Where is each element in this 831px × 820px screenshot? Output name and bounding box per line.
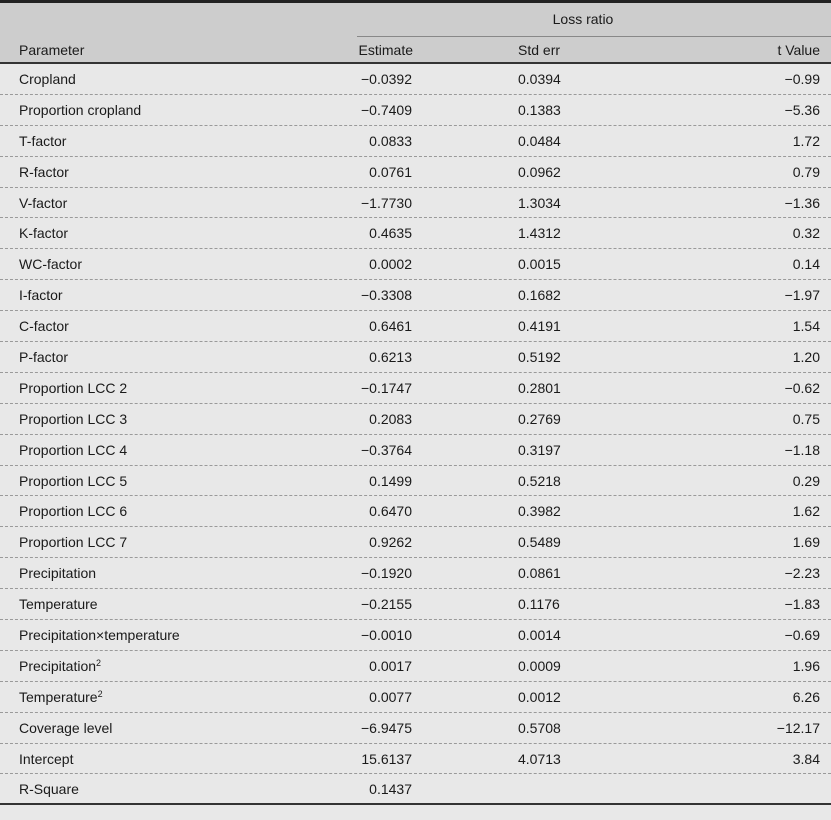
cell-estimate: 0.6470: [369, 503, 412, 520]
group-header-loss-ratio: Loss ratio: [552, 11, 614, 27]
cell-parameter: K-factor: [19, 225, 69, 242]
cell-t-value: 1.69: [792, 534, 820, 551]
table-row: [0, 435, 831, 466]
cell-t-value: 0.32: [792, 225, 820, 242]
cell-parameter: Proportion cropland: [19, 101, 142, 118]
cell-estimate: −0.3308: [361, 287, 412, 304]
cell-parameter: C-factor: [19, 318, 69, 335]
cell-std-err: 1.3034: [518, 194, 561, 211]
cell-std-err: 0.5489: [518, 534, 561, 551]
table-row: [0, 311, 831, 342]
cell-estimate: 0.0077: [369, 688, 412, 705]
cell-t-value: −1.18: [784, 441, 820, 458]
cell-parameter: Precipitation×temperature: [19, 627, 180, 644]
cell-t-value: −1.83: [784, 596, 820, 613]
cell-estimate: −0.1920: [361, 565, 412, 582]
table-row: [0, 218, 831, 249]
superscript: 2: [97, 688, 103, 699]
cell-parameter: Temperature$^2$: [19, 688, 103, 705]
table-row: [0, 342, 831, 373]
cell-std-err: 0.1383: [518, 101, 561, 118]
superscript: 2: [96, 657, 102, 668]
cell-t-value: −1.36: [784, 194, 820, 211]
cell-parameter: Proportion LCC 5: [19, 472, 128, 489]
cell-std-err: 0.3982: [518, 503, 561, 520]
cell-std-err: 0.1176: [518, 596, 560, 613]
cell-parameter: P-factor: [19, 349, 69, 366]
table-row: [0, 744, 831, 775]
table-row: [0, 496, 831, 527]
col-header-t-value: t Value: [777, 42, 820, 58]
table-row: [0, 404, 831, 435]
cell-std-err: 0.1682: [518, 287, 561, 304]
cell-estimate: 0.6461: [369, 318, 412, 335]
table-row: [0, 589, 831, 620]
cell-estimate: −6.9475: [361, 719, 412, 736]
cell-parameter: Proportion LCC 3: [19, 410, 128, 427]
cell-parameter: I-factor: [19, 287, 63, 304]
cell-estimate: −1.7730: [361, 194, 412, 211]
cell-std-err: 0.4191: [518, 318, 561, 335]
cell-estimate: 0.0833: [369, 132, 412, 149]
table-row: [0, 713, 831, 744]
cell-t-value: 0.14: [792, 256, 820, 273]
cell-estimate: −0.7409: [361, 101, 412, 118]
cell-std-err: 0.0484: [518, 132, 561, 149]
cell-estimate: 15.6137: [361, 750, 412, 767]
cell-t-value: 1.72: [792, 132, 820, 149]
cell-std-err: 0.0009: [518, 657, 561, 674]
table-row: [0, 64, 831, 95]
table-row: [0, 126, 831, 157]
cell-t-value: 0.29: [792, 472, 820, 489]
cell-estimate: 0.6213: [369, 349, 412, 366]
cell-t-value: −0.69: [784, 627, 820, 644]
col-header-estimate: Estimate: [358, 42, 413, 58]
cell-parameter: T-factor: [19, 132, 67, 149]
cell-t-value: 1.62: [792, 503, 820, 520]
cell-std-err: 0.0394: [518, 71, 561, 87]
cell-t-value: 1.54: [792, 318, 820, 335]
table-row: [0, 466, 831, 497]
cell-estimate: −0.0392: [361, 71, 412, 87]
cell-estimate: 0.0761: [369, 163, 412, 180]
cell-parameter: Precipitation: [19, 565, 97, 582]
cell-parameter: Precipitation$^2$: [19, 657, 102, 674]
cell-std-err: 0.0962: [518, 163, 561, 180]
cell-parameter: WC-factor: [19, 256, 82, 273]
cell-t-value: 3.84: [792, 750, 820, 767]
cell-estimate: 0.4635: [369, 225, 412, 242]
col-header-parameter: Parameter: [19, 42, 85, 58]
table-body: [0, 64, 831, 805]
table-row: [0, 651, 831, 682]
cell-parameter: Proportion LCC 4: [19, 441, 128, 458]
group-header-rule: [357, 36, 831, 37]
cell-parameter: Proportion LCC 6: [19, 503, 128, 520]
cell-std-err: 1.4312: [518, 225, 561, 242]
table-row: [0, 774, 831, 805]
cell-estimate: −0.1747: [361, 379, 412, 396]
cell-std-err: 4.0713: [518, 750, 561, 767]
cell-parameter: Cropland: [19, 71, 76, 87]
cell-std-err: 0.0012: [518, 688, 561, 705]
table-header: [0, 3, 831, 64]
table-row: [0, 95, 831, 126]
cell-std-err: 0.0015: [518, 256, 561, 273]
cell-estimate: −0.2155: [361, 596, 412, 613]
cell-estimate: −0.3764: [361, 441, 412, 458]
cell-estimate: 0.0002: [369, 256, 412, 273]
table-row: [0, 558, 831, 589]
table-row: [0, 373, 831, 404]
cell-parameter: Coverage level: [19, 719, 113, 736]
cell-std-err: 0.5218: [518, 472, 561, 489]
cell-estimate: −0.0010: [361, 627, 412, 644]
cell-parameter: Proportion LCC 7: [19, 534, 128, 551]
table-row: [0, 620, 831, 651]
cell-t-value: −2.23: [784, 565, 820, 582]
cell-std-err: 0.0861: [518, 565, 561, 582]
table-row: [0, 682, 831, 713]
cell-std-err: 0.3197: [518, 441, 561, 458]
cell-std-err: 0.2801: [518, 379, 561, 396]
cell-std-err: 0.2769: [518, 410, 561, 427]
cell-t-value: −1.97: [784, 287, 820, 304]
cell-parameter: V-factor: [19, 194, 68, 211]
cell-t-value: 0.75: [792, 410, 820, 427]
cell-t-value: 1.96: [792, 657, 820, 674]
cell-estimate: 0.9262: [369, 534, 412, 551]
cell-parameter: Temperature: [19, 596, 98, 613]
table-row: [0, 280, 831, 311]
col-header-std-err: Std err: [518, 42, 561, 58]
cell-t-value: −0.62: [784, 379, 820, 396]
cell-parameter: Proportion LCC 2: [19, 379, 128, 396]
cell-parameter: R-Square: [19, 781, 79, 798]
cell-parameter: Intercept: [19, 750, 74, 767]
cell-std-err: 0.0014: [518, 627, 561, 644]
cell-estimate: 0.1437: [369, 781, 412, 798]
cell-estimate: 0.0017: [369, 657, 412, 674]
cell-t-value: 1.20: [792, 349, 820, 366]
cell-std-err: 0.5192: [518, 349, 561, 366]
cell-parameter: R-factor: [19, 163, 69, 180]
cell-t-value: −12.17: [776, 719, 820, 736]
cell-estimate: 0.1499: [369, 472, 412, 489]
table-row: [0, 527, 831, 558]
table-row: [0, 188, 831, 219]
table-row: [0, 249, 831, 280]
cell-estimate: 0.2083: [369, 410, 412, 427]
table-row: [0, 157, 831, 188]
cell-t-value: 6.26: [792, 688, 820, 705]
cell-std-err: 0.5708: [518, 719, 561, 736]
cell-t-value: 0.79: [792, 163, 820, 180]
cell-t-value: −5.36: [784, 101, 820, 118]
cell-t-value: −0.99: [784, 71, 820, 87]
